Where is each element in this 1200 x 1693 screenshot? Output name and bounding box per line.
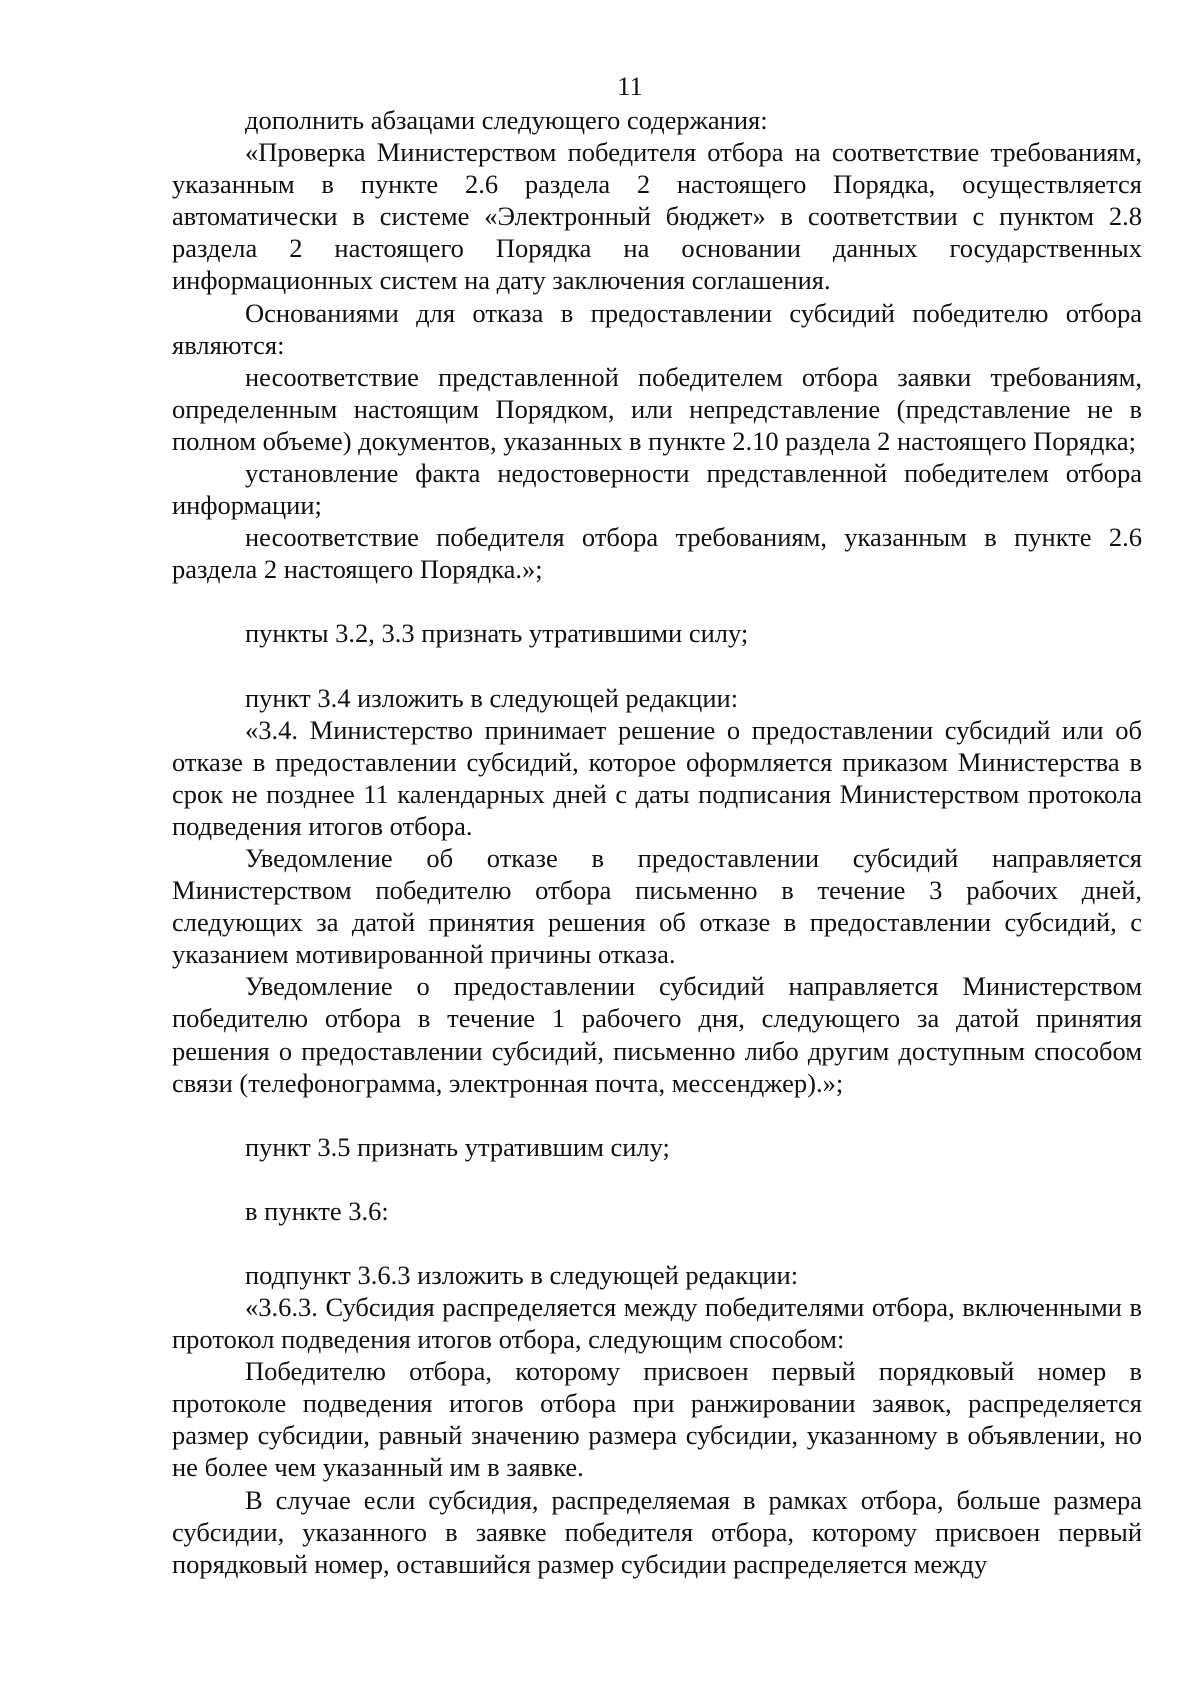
paragraph-ground-requirements: несоответствие победителя отбора требованиям, указанным в пункте 2.6 раздела 2 настоящего Порядка.»; — [172, 522, 1142, 585]
paragraph-item-3-6: в пункте 3.6: — [245, 1195, 389, 1226]
paragraph-first-winner: Победителю отбора, которому присвоен первый порядковый номер в протоколе подведения итогов отбора при ранжировании заявок, распределяется размер субсидии, равный значению размера субсидии, указанному в объявлении, но не более чем указанный им в заявке. — [172, 1356, 1142, 1483]
paragraph-item-3-4-intro: пункт 3.4 изложить в следующей редакции: — [245, 682, 739, 713]
document-body — [172, 104, 1142, 1580]
paragraph-item-3-4: «3.4. Министерство принимает решение о предоставлении субсидий или об отказе в предоставлении субсидий, которое оформляется приказом Министерства в срок не позднее 11 календарных дней с даты подписания Министерством протокола подведения итогов отбора. — [172, 714, 1142, 841]
paragraph-refusal-notice: Уведомление об отказе в предоставлении субсидий направляется Министерством победителю отбора письменно в течение 3 рабочих дней, следующих за датой принятия решения об отказе в предоставлении субсидий, с указанием мотивированной причины отказа. — [172, 842, 1142, 970]
paragraph-verification: «Проверка Министерством победителя отбора на соответствие требованиям, указанным в пункте 2.6 раздела 2 настоящего Порядка, осуществляется автоматически в системе «Электронный бюджет» в соответствии с пунктом 2.8 раздела 2 настоящего Порядка на основании данных государственных информационных систем на дату заключения соглашения. — [172, 137, 1142, 296]
paragraph-refusal-grounds: Основаниями для отказа в предоставлении субсидий победителю отбора являются: — [172, 297, 1142, 360]
paragraph-ground-noncompliance: несоответствие представленной победителем отбора заявки требованиям, определенным настоящим Порядком, или непредставление (представление не в полном объеме) документов, указанных в пункте 2.10 раздела 2 настоящего Порядка; — [172, 361, 1142, 456]
paragraph-subitem-3-6-3: «3.6.3. Субсидия распределяется между победителями отбора, включенными в протокол подведения итогов отбора, следующим способом: — [172, 1292, 1142, 1355]
paragraph-subitem-3-6-3-intro: подпункт 3.6.3 изложить в следующей редакции: — [245, 1259, 799, 1290]
paragraph-item-3-5: пункт 3.5 признать утратившим силу; — [245, 1131, 670, 1162]
paragraph-remaining-subsidy: В случае если субсидия, распределяемая в рамках отбора, больше размера субсидии, указанного в заявке победителя отбора, которому присвоен первый порядковый номер, оставшийся размер субсидии распределяется между — [172, 1484, 1142, 1579]
paragraph-grant-notice: Уведомление о предоставлении субсидий направляется Министерством победителю отбора в течение 1 рабочего дня, следующего за датой принятия решения о предоставлении субсидий, письменно либо другим доступным способом связи (телефонограмма, электронная почта, мессенджер).»; — [172, 971, 1142, 1098]
paragraph-items-3-2-3-3: пункты 3.2, 3.3 признать утратившими силу; — [245, 618, 749, 649]
paragraph-intro: дополнить абзацами следующего содержания: — [245, 105, 768, 135]
paragraph-ground-unreliable-info: установление факта недостоверности представленной победителем отбора информации; — [172, 458, 1142, 521]
page-number: 11 — [617, 71, 643, 101]
